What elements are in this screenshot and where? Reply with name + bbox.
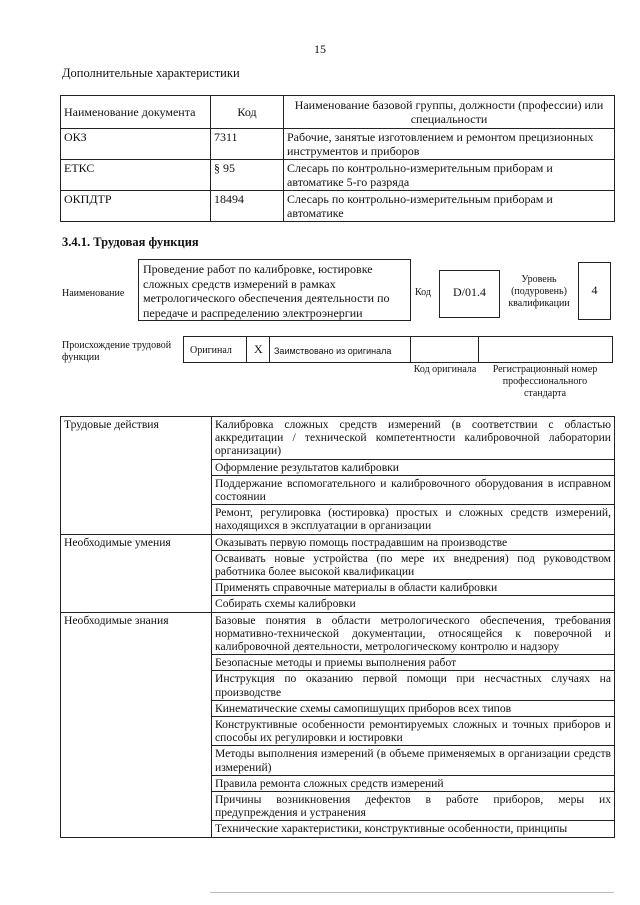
function-details-table (60, 416, 615, 838)
list-item: Осваивать новые устройства (по мере их внедрения) под руководством работника более высокой квалификации (212, 550, 615, 579)
list-item: Применять справочные материалы в области калибровки (212, 580, 615, 596)
origin-row (183, 336, 613, 363)
label-labor-actions: Трудовые действия (61, 417, 212, 535)
header-code: Код (211, 96, 284, 129)
cell-code: 18494 (211, 191, 284, 222)
list-item: Методы выполнения измерений (в объеме применяемых в организации средств измерений) (212, 746, 615, 775)
cell-title: Слесарь по контрольно-измерительным приборам и автоматике 5-го разряда (284, 160, 615, 191)
list-item: Причины возникновения дефектов в работе приборов, меры их предупреждения и устранения (212, 792, 615, 821)
page-number: 15 (314, 42, 326, 56)
section-title: Дополнительные характеристики (62, 66, 240, 80)
name-label: Наименование (62, 288, 125, 299)
list-item: Калибровка сложных средств измерений (в соответствии с областью аккредитации / технической компетентности калибровочной лаборатории организации) (212, 417, 615, 460)
list-item: Безопасные методы и приемы выполнения работ (212, 655, 615, 671)
header-doc-name: Наименование документа (61, 96, 211, 129)
cell-code: 7311 (211, 129, 284, 160)
table-row (61, 160, 615, 191)
list-item: Ремонт, регулировка (юстировка) простых и сложных средств измерений, находящихся в эксплуатации в организации (212, 505, 615, 534)
list-item: Оказывать первую помощь пострадавшим на производстве (212, 534, 615, 550)
list-item: Конструктивные особенности ремонтируемых сложных и точных приборов и способы их регулировки и юстировки (212, 717, 615, 746)
original-label: Оригинал (190, 345, 232, 356)
list-item: Поддержание вспомогательного и калибровочного оборудования в исправном состоянии (212, 475, 615, 504)
label-skills: Необходимые умения (61, 534, 212, 612)
original-mark: X (254, 342, 263, 356)
table-row (61, 129, 615, 160)
function-title: 3.4.1. Трудовая функция (62, 235, 199, 249)
label-knowledge: Необходимые знания (61, 612, 212, 837)
code-label: Код (415, 287, 431, 298)
list-item: Оформление результатов калибровки (212, 459, 615, 475)
cell-code: § 95 (211, 160, 284, 191)
cell-title: Рабочие, занятые изготовлением и ремонтом прецизионных инструментов и приборов (284, 129, 615, 160)
list-item: Инструкция по оказанию первой помощи при несчастных случаях на производстве (212, 671, 615, 700)
borrowed-label: Заимствовано из оригинала (274, 346, 392, 356)
reg-number-caption: Регистрационный номер профессионального стандарта (492, 364, 598, 399)
function-code: D/01.4 (439, 270, 500, 318)
list-item: Базовые понятия в области метрологического обеспечения, требования нормативно-технической документации, относящейся к поверочной и калибровочной деятельности, метрологическому контролю и надзору (212, 612, 615, 655)
table-header-row (61, 96, 615, 129)
cell-doc: ЕТКС (61, 160, 211, 191)
list-item: Кинематические схемы самопишущих приборов всех типов (212, 700, 615, 716)
qualification-level: 4 (578, 262, 611, 320)
additional-characteristics-table (60, 95, 615, 222)
page-bottom-rule (210, 892, 614, 893)
list-item: Технические характеристики, конструктивные особенности, принципы (212, 821, 615, 837)
table-row (61, 612, 615, 655)
list-item: Правила ремонта сложных средств измерений (212, 775, 615, 791)
cell-doc: ОКЗ (61, 129, 211, 160)
table-row (61, 191, 615, 222)
table-row (61, 417, 615, 460)
level-label: Уровень (подуровень) квалификации (508, 274, 570, 309)
function-name: Проведение работ по калибровке, юстировке сложных средств измерений в рамках метрологического обеспечения деятельности по передаче и распределению электроэнергии (138, 259, 411, 321)
list-item: Собирать схемы калибровки (212, 596, 615, 612)
header-group-name: Наименование базовой группы, должности (профессии) или специальности (284, 96, 615, 129)
table-row (61, 534, 615, 550)
code-original-caption: Код оригинала (413, 364, 477, 375)
cell-title: Слесарь по контрольно-измерительным приборам и автоматике (284, 191, 615, 222)
cell-doc: ОКПДТР (61, 191, 211, 222)
origin-label: Происхождение трудовой функции (62, 340, 172, 363)
